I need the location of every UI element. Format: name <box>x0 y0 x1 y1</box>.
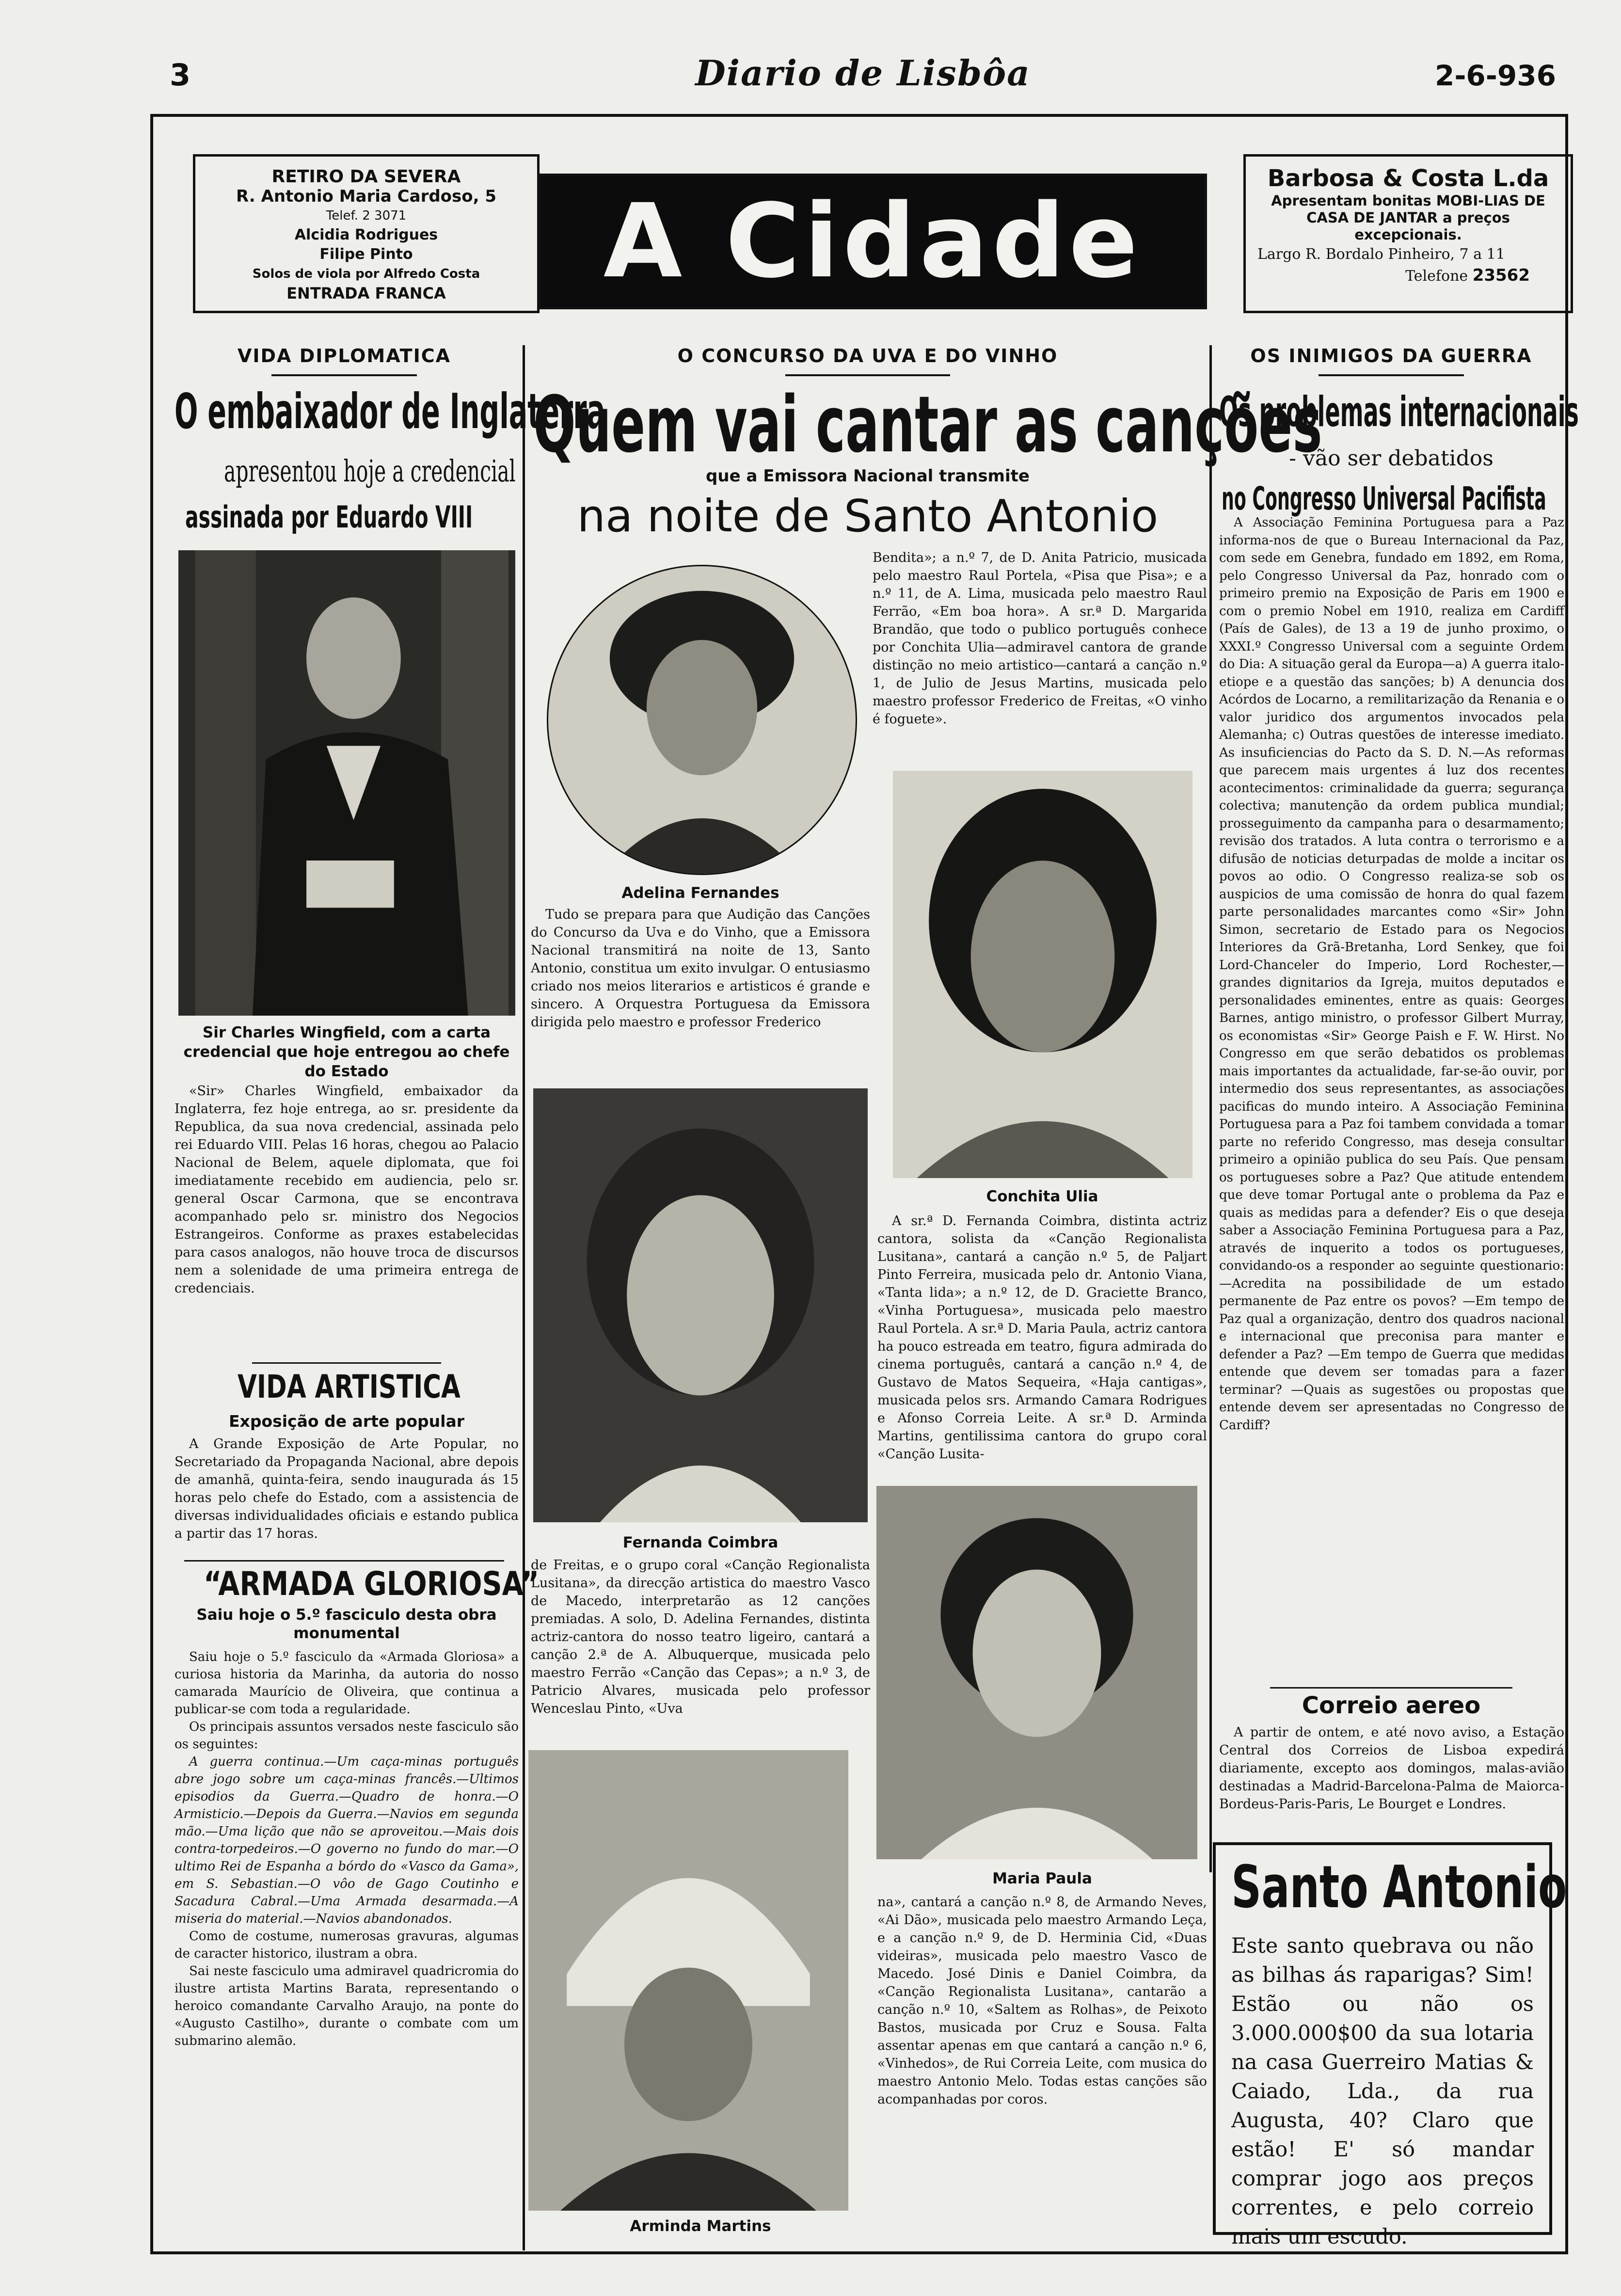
ad-body: Apresentam bonitas MOBI-LIAS DE CASA DE JANTAR a preços excepcionais. <box>1271 192 1545 243</box>
ad-line: ENTRADA FRANCA <box>286 284 446 303</box>
tel-label: Telefone <box>1405 268 1468 285</box>
divider <box>271 374 417 376</box>
article-armada-body <box>175 1648 519 2050</box>
subheading-arte-popular: Exposição de arte popular <box>228 1412 464 1431</box>
column-rule <box>1209 345 1212 1872</box>
article-paragraph: na», cantará a canção n.º 8, de Armando Neves, «Ai Dão», musicada pelo maestro Armando Leça, e a canção n.º 9, de D. Herminia Cid, «Duas videiras», musicada pelo maestro Vasco de Macedo. José Dinis e Daniel Coimbra, da «Canção Regionalista Lusitana», cantarão a canção n.º 10, «Saltem as Rolhas», de Peixoto Bastos, musicada por Cruz e Sousa. Falta assentar apenas em que cantará a canção n.º 6, «Vinhedos», de Rui Correia Leite, com musica do maestro Antonio Melo. Todas estas canções são acompanhadas por coros. <box>877 1895 1207 2107</box>
heading-correio-aereo: Correio aereo <box>1302 1692 1481 1719</box>
photo-conchita-ulia <box>893 771 1192 1178</box>
ad-head: Barbosa & Costa L.da <box>1267 165 1549 192</box>
article-paragraph: Bendita»; a n.º 7, de D. Anita Patricio, musicada pelo maestro Raul Portela, «Pisa que Pisa»; e a n.º 11, de A. Lima, musicada pelo maestro Raul Ferrão, «Em boa hora». A sr.ª D. Margarida Brandão, que todo o publico português conhece por Conchita Ulia—admiravel cantora de grande distinção no meio artistico—cantará a canção n.º 1, de Julio de Jesus Martins, musicada pelo maestro professor Frederico de Freitas, «O vinho é foguete». <box>873 550 1207 727</box>
portrait-icon <box>528 1750 848 2211</box>
caption-wingfield: Sir Charles Wingfield, com a carta credencial que hoje entregou ao chefe do Estado <box>183 1024 510 1080</box>
article-cancoes-part-c <box>531 1556 870 1718</box>
ad-barbosa-costa <box>1243 154 1573 313</box>
kicker-vida-diplomatica: VIDA DIPLOMATICA <box>237 345 451 367</box>
article-cancoes-part-b <box>531 906 870 1031</box>
article-paragraph: A Grande Exposição de Arte Popular, no Secretariado da Propaganda Nacional, abre depois de amanhã, quinta-feira, sendo inaugurada ás 15 horas pelo chefe do Estado, com a assistencia de diversas individualidades oficiais e estando publica a partir das 17 horas. <box>175 1436 519 1541</box>
divider <box>252 1362 441 1364</box>
photo-adelina-fernandes <box>547 565 857 875</box>
tel-number: 23562 <box>1472 266 1530 285</box>
page-date: 2-6-936 <box>1435 59 1556 92</box>
caption-adelina: Adelina Fernandes <box>621 884 779 902</box>
article-correio-body <box>1219 1723 1564 1813</box>
section-title-banner <box>538 174 1207 309</box>
ad-retiro-da-severa <box>193 154 540 313</box>
photo-sir-charles-wingfield <box>178 550 515 1016</box>
article-pacifista-body <box>1219 514 1564 1434</box>
article-paragraph: A guerra continua.—Um caça-minas português abre jogo sobre um caça-minas francês.—Ultimos episodios da Guerra.—Quadro de honra.—O Armisticio.—Depois da Guerra.—Navios em segunda mão.—Uma lição que não se aproveitou.—Mais dois contra-torpedeiros.—O governo no fundo do mar.—O ultimo Rei de Espanha a bórdo do «Vasco da Gama», em S. Sebastian.—O vôo de Gago Coutinho e Sacadura Cabral.—Uma Armada desarmada.—A miseria do material.—Navios abandonados. <box>175 1754 519 1926</box>
article-cancoes-part-e <box>877 1893 1207 2108</box>
article-paragraph: Tudo se prepara para que Audição das Canções do Concurso da Uva e do Vinho, que a Emissora Nacional transmitirá na noite de 13, Santo Antonio, constitua um exito invulgar. O entusiasmo criado nos meios literarios e artisticos é grande e sincero. A Orquestra Portuguesa da Emissora dirigida pelo maestro e professor Frederico <box>531 907 870 1030</box>
ad-line: Solos de viola por Alfredo Costa <box>252 267 480 281</box>
caption-fernanda: Fernanda Coimbra <box>622 1534 779 1551</box>
subhead-santo-antonio: na noite de Santo Antonio <box>577 490 1159 542</box>
ad-body: Este santo quebrava ou não as bilhas ás raparigas? Sim! Estão ou não os 3.000.000$00 da sua lotaria na casa Guerreiro Matias & Caiado, Lda., da rua Augusta, 40? Claro que estão! E' só mandar comprar jogo aos preços correntes, e pelo correio mais um escudo. <box>1231 1934 1534 2249</box>
kicker-concurso: O CONCURSO DA UVA E DO VINHO <box>677 345 1058 367</box>
photo-arminda-martins <box>528 1750 848 2211</box>
portrait-icon <box>178 550 515 1016</box>
column-rule <box>523 345 525 2250</box>
subhead-debatidos: - vão ser debatidos <box>1289 446 1494 471</box>
caption-maria-paula: Maria Paula <box>992 1870 1092 1887</box>
caption-conchita: Conchita Ulia <box>986 1188 1098 1205</box>
section-title: A Cidade <box>603 182 1142 301</box>
divider <box>1270 1687 1512 1689</box>
paper-title: Diario de Lisbôa <box>695 52 1031 94</box>
portrait-icon <box>548 566 856 874</box>
headline-quem-vai-cantar: Quem vai cantar as canções <box>533 379 1322 470</box>
ad-line: Telef. 2 3071 <box>326 208 407 223</box>
portrait-icon <box>876 1486 1197 1859</box>
article-paragraph: «Sir» Charles Wingfield, embaixador da Inglaterra, fez hoje entrega, ao sr. presidente da Republica, da sua nova credencial, assinada pelo rei Eduardo VIII. Pelas 16 horas, chegou ao Palacio Nacional de Belem, aquele diplomata, que foi imediatamente recebido em audiencia, pelo sr. general Oscar Carmona, que se encontrava acompanhado pelo sr. ministro dos Negocios Estrangeiros. Conforme as praxes estabelecidas para casos analogos, não houve troca de discursos nem a solenidade de uma primeira entrega de credenciais. <box>175 1084 519 1296</box>
subhead-eduardo: assinada por Eduardo VIII <box>185 499 473 535</box>
article-paragraph: A sr.ª D. Fernanda Coimbra, distinta actriz cantora, solista da «Canção Regionalista Lusitana», cantará a canção n.º 5, de Paljart Pinto Ferreira, musicada pelo dr. Antonio Viana, «Tanta lida»; a n.º 12, de D. Graciette Branco, «Vinha Portuguesa», musicada pelo maestro Raul Portela. A sr.ª D. Maria Paula, actriz cantora ha pouco estreada em teatro, figura admirada do cinema português, cantará a canção n.º 4, de Gustavo de Matos Sequeira, «Haja cantigas», musicada pelos srs. Armando Camara Rodrigues e Afonso Correia Leite. A sr.ª D. Arminda Martins, gentilissima cantora do grupo coral «Canção Lusita- <box>877 1213 1207 1462</box>
article-paragraph: Os principais assuntos versados neste fasciculo são os seguintes: <box>175 1720 519 1752</box>
ad-santo-antonio <box>1213 1842 1567 2249</box>
ad-address: Largo R. Bordalo Pinheiro, 7 a 11 <box>1257 246 1505 263</box>
article-embaixador-body <box>175 1082 519 1297</box>
subhead-congresso: no Congresso Universal Pacifista <box>1222 480 1546 517</box>
article-paragraph: Saiu hoje o 5.º fasciculo da «Armada Gloriosa» a curiosa historia da Marinha, da autoria do nosso camarada Maurício de Oliveira, que continua a publicar-se com toda a regularidade. <box>175 1650 519 1717</box>
article-paragraph: Sai neste fasciculo uma admiravel quadricromia do ilustre artista Martins Barata, representando o heroico comandante Carvalho Araujo, na ponte do «Augusto Castilho», durante o combate com um submarino alemão. <box>175 1964 519 2048</box>
article-paragraph: A partir de ontem, e até novo aviso, a Estação Central dos Correios de Lisboa expedirá diariamente, excepto aos domingos, malas-avião destinadas a Madrid-Barcelona-Palma de Maiorca-Bordeus-Paris-Paris, Le Bourget e Londres. <box>1219 1725 1564 1812</box>
subhead-credencial: apresentou hoje a credencial <box>224 453 516 489</box>
divider <box>1319 374 1464 376</box>
divider <box>184 1560 504 1562</box>
page-number: 3 <box>170 57 191 93</box>
heading-vida-artistica: VIDA ARTISTICA <box>238 1368 461 1405</box>
headline-problemas: Os problemas internacionais <box>1219 388 1579 436</box>
article-cancoes-part-d <box>877 1212 1207 1463</box>
ad-line: RETIRO DA SEVERA <box>271 167 461 187</box>
subhead-emissora: que a Emissora Nacional transmite <box>706 466 1030 486</box>
kicker-inimigos-guerra: OS INIMIGOS DA GUERRA <box>1250 345 1532 367</box>
article-cancoes-part-a <box>873 549 1207 728</box>
portrait-icon <box>533 1088 868 1522</box>
heading-armada-gloriosa: “ARMADA GLORIOSA” <box>204 1565 540 1603</box>
portrait-icon <box>893 771 1192 1178</box>
caption-arminda: Arminda Martins <box>630 2217 771 2235</box>
photo-maria-paula <box>876 1486 1197 1859</box>
ad-line: Alcidia Rodrigues <box>294 226 438 243</box>
ad-line: R. Antonio Maria Cardoso, 5 <box>236 187 497 206</box>
ad-head: Santo Antonio <box>1231 1854 1567 1921</box>
article-paragraph: Como de costume, numerosas gravuras, algumas de caracter historico, ilustram a obra. <box>175 1929 519 1961</box>
article-paragraph: A Associação Feminina Portuguesa para a Paz informa-nos de que o Bureau Internacional da Paz, com sede em Genebra, fundado em 1892, em Roma, pelo Congresso Universal da Paz, honrado com o primeiro premio na Exposição de Paris em 1900 e com o premio Nobel em 1910, realiza em Cardiff (País de Gales), de 13 a 19 de junho proximo, o XXXI.º Congresso Universal com a seguinte Ordem do Dia: A situação geral da Europa—a) A guerra italo-etiope e a questão das sanções; b) A denuncia dos Acórdos de Locarno, a remilitarização da Renania e o valor juridico dos argumentos invocados pela Alemanha; c) Outras questões de interesse imediato. As insuficiencias do Pacto da S. D. N.—As reformas que parecem mais urgentes á luz dos recentes acontecimentos: criminalidade da guerra; segurança colectiva; manutenção da ordem publica mundial; prosseguimento da campanha para o desarmamento; revisão dos tratados. A luta contra o terrorismo e a difusão de noticias deturpadas de molde a incitar os povos ao odio. O Congresso realiza-se sob os auspicios de uma comissão de honra do qual fazem parte personalidades marcantes como «Sir» John Simon, secretario de Estado para os Negocios Interiores da Grã-Bretanha, Lord Senkey, que foi Lord-Chanceler do Imperio, Lord Rochester,—grandes dignitarios da Igreja, muitos deputados e personalidades eminentes, entre as quais: Georges Barnes, antigo ministro, o professor Gilbert Murray, os economistas «Sir» George Paish e F. W. Hirst. No Congresso em que serão debatidos os problemas mais importantes da actualidade, far-se-ão ouvir, por intermedio dos seus representantes, as associações pacificas do mundo inteiro. A Associação Feminina Portuguesa para a Paz foi tambem convidada a tomar parte no referido Congresso, mas deseja consultar primeiro a opinião publica do seu País. Que pensam os portugueses sobre a Paz? Que atitude entendem que deve tomar Portugal ante o problema da Paz e quais as medidas para a defender? Eis o que deseja saber a Associação Feminina Portuguesa para a Paz, através de inquerito a todos os portugueses, convidando-os a responder ao seguinte questionario: —Acredita na possibilidade de um estado permanente de Paz entre os povos? —Em tempo de Paz qual a organização, dentro dos quadros nacional e internacional que preconisa para manter e defender a Paz? —Em tempo de Guerra que medidas entende que devem ser tomadas para a fazer terminar? —Quais as sugestões ou propostas que entende devem ser apresentadas no Congresso de Cardiff? <box>1219 515 1564 1433</box>
divider <box>785 374 950 376</box>
article-arte-popular-body <box>175 1435 519 1543</box>
article-paragraph: de Freitas, e o grupo coral «Canção Regionalista Lusitana», da direcção artistica do maestro Vasco de Macedo, interpretarão as 12 canções premiadas. A solo, D. Adelina Fernandes, distinta actriz-cantora do nosso teatro ligeiro, cantará a canção 2.ª de A. Albuquerque, musicada pelo maestro Ferrão «Canção das Cepas»; a n.º 3, de Patricio Alvares, musicada pelo professor Wenceslau Pinto, «Uva <box>531 1558 870 1716</box>
ad-telephone <box>1257 266 1559 285</box>
photo-fernanda-coimbra <box>533 1088 868 1522</box>
headline-embaixador: O embaixador de Inglaterra <box>175 383 605 440</box>
subheading-fasciculo: Saiu hoje o 5.º fasciculo desta obra monumental <box>196 1606 497 1642</box>
ad-line: Filipe Pinto <box>319 246 413 263</box>
